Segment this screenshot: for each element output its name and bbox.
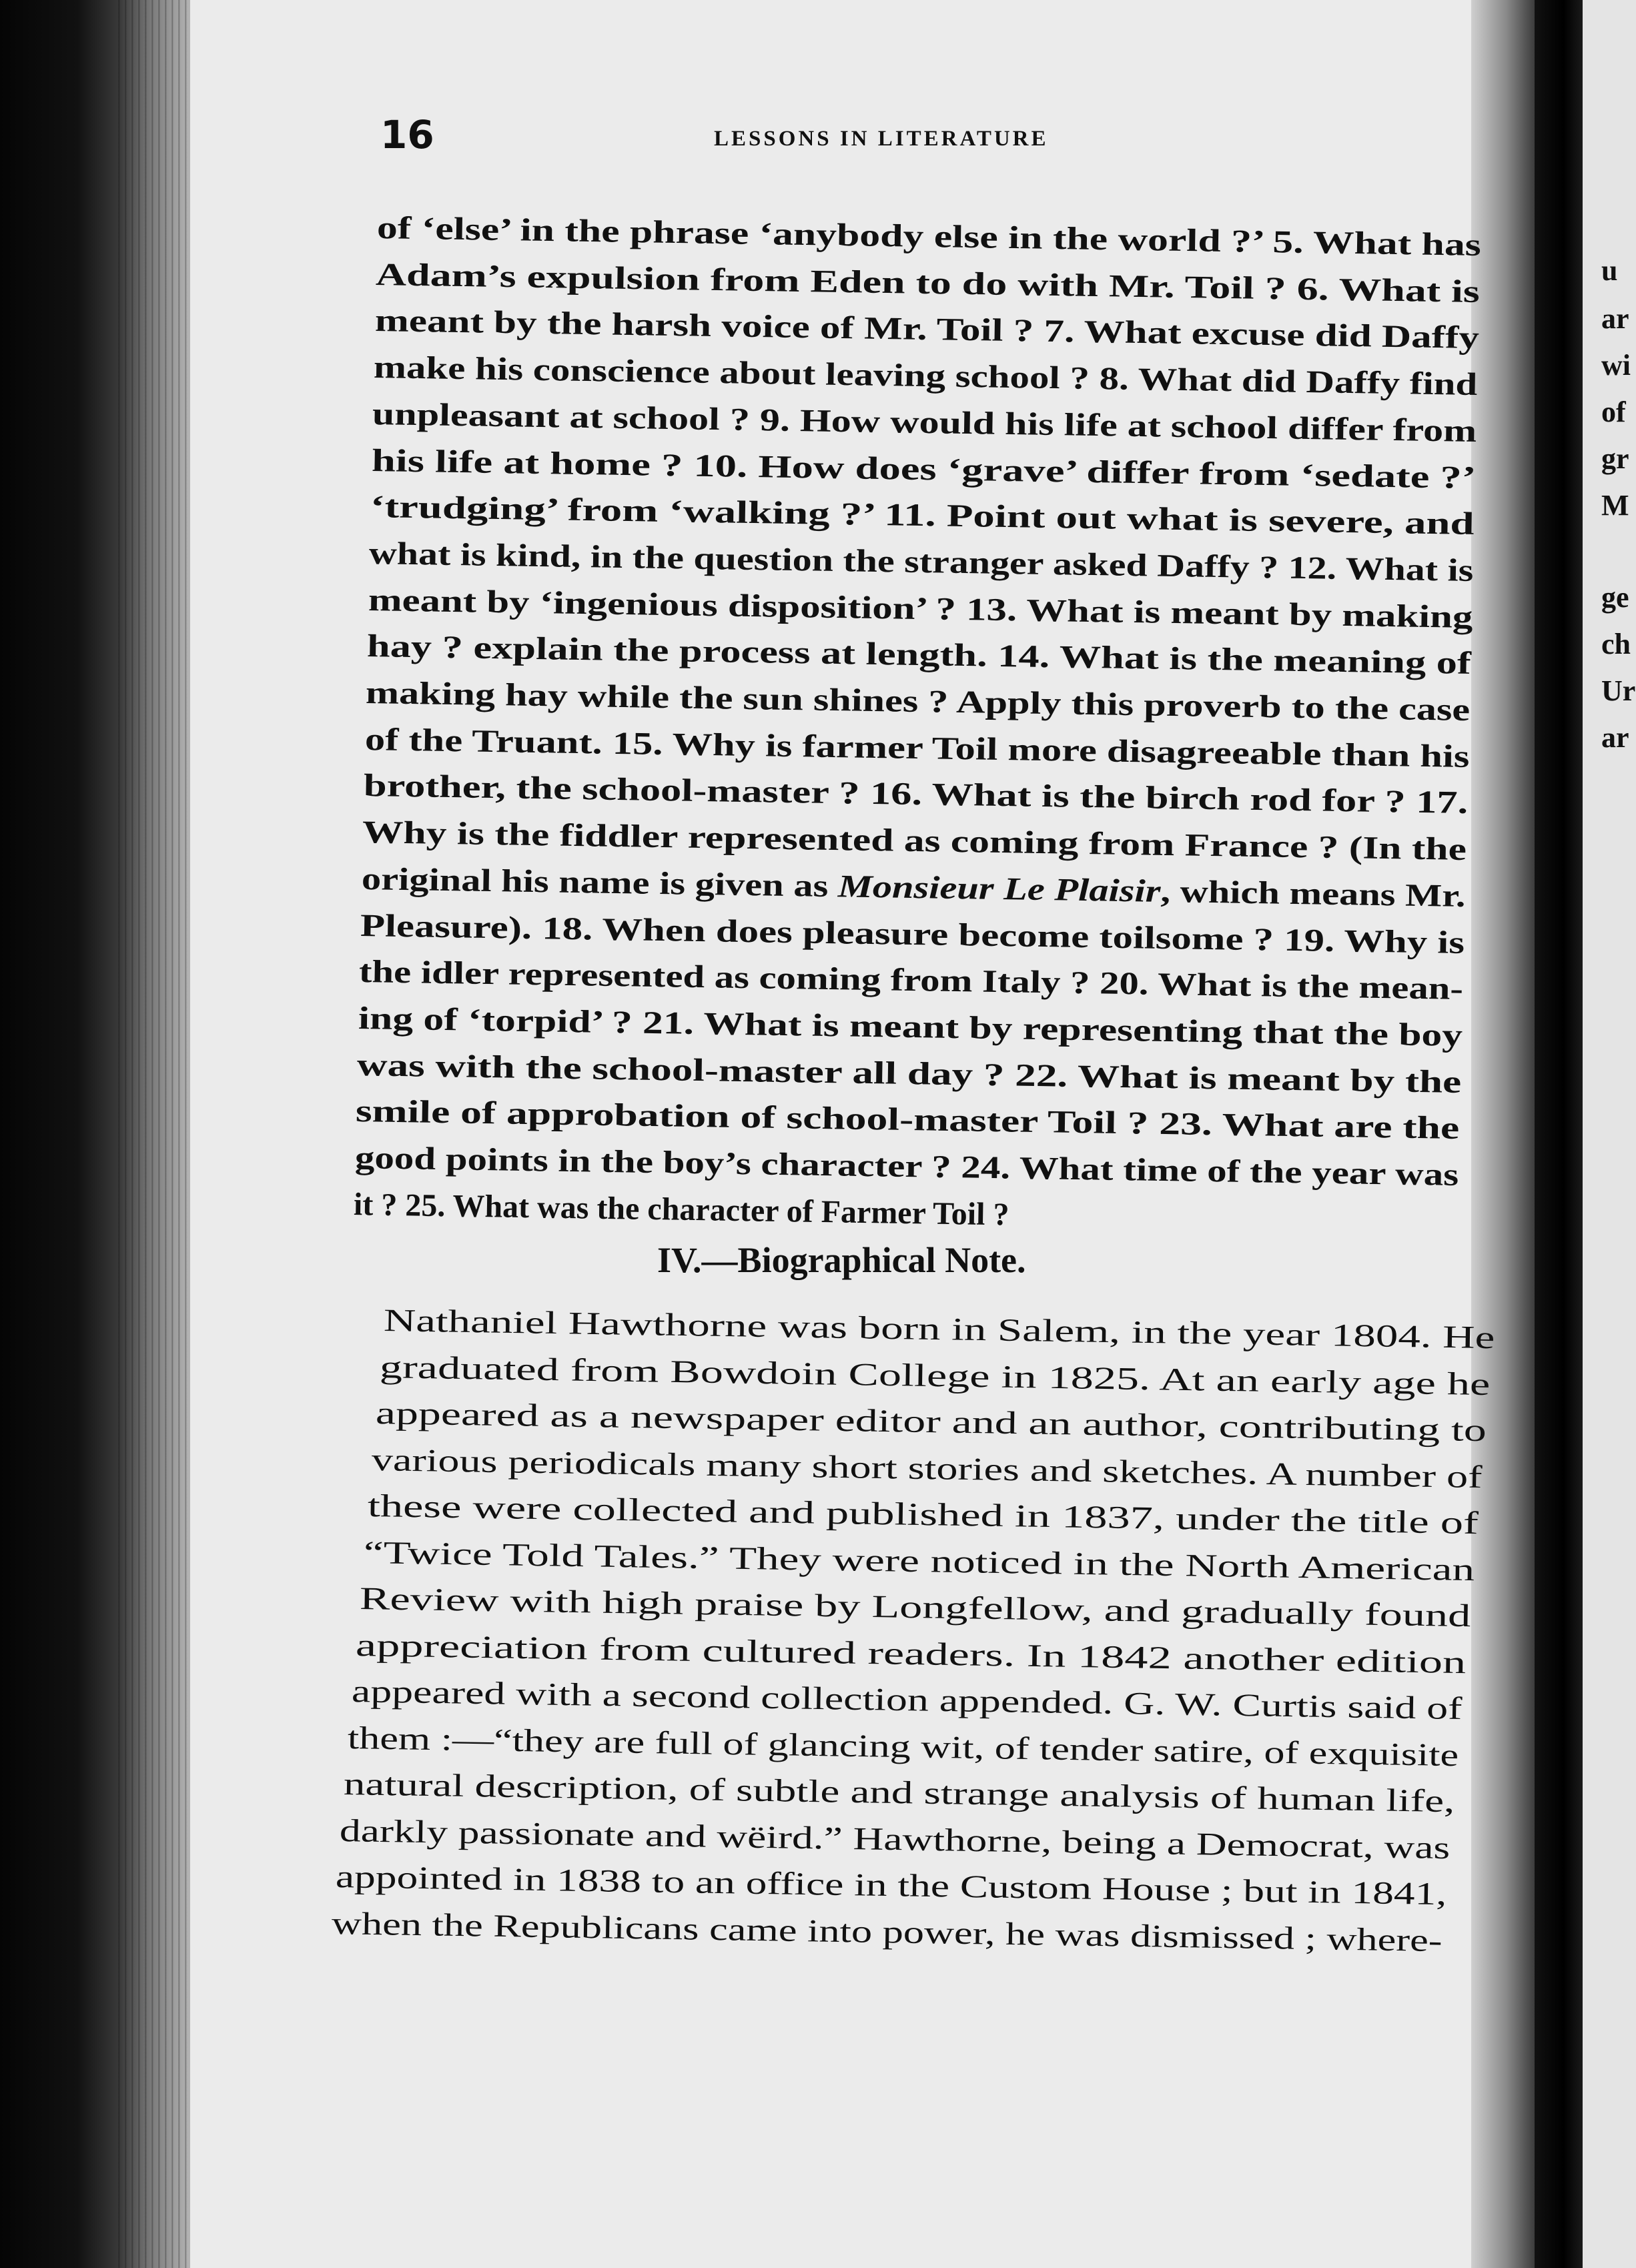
text-line: meant by the harsh voice of Mr. Toil ? 7. What excuse did Daffy xyxy=(374,303,1479,356)
text-line: good points in the boy’s character ? 24. What time of the year was xyxy=(354,1140,1459,1193)
text-line: Why is the fiddler represented as coming from France ? (In the xyxy=(362,814,1467,868)
text-line: “Twice Told Tales.” They were noticed in the North American xyxy=(363,1534,1475,1588)
text-line: of the Truant. 15. Why is farmer Toil more disagreeable than his xyxy=(364,721,1470,774)
text-line: Adam’s expulsion from Eden to do with Mr. Toil ? 6. What is xyxy=(375,256,1481,310)
text-line: smile of approbation of school-master Toil ? 23. What are the xyxy=(355,1093,1460,1147)
text-line: making hay while the sun shines ? Apply this proverb to the case xyxy=(365,675,1471,728)
text-line: brother, the school-master ? 16. What is the birch rod for ? 17. xyxy=(363,768,1469,821)
text-line: ‘trudging’ from ‘walking ?’ 11. Point out what is severe, and xyxy=(370,489,1475,542)
section-heading: IV.—Biographical Note. xyxy=(657,1240,1026,1280)
facing-page-fragment: ge xyxy=(1601,581,1629,614)
text-line: hay ? explain the process at length. 14. What is the meaning of xyxy=(366,628,1472,682)
text-line: natural description, of subtle and strange analysis of human life, xyxy=(343,1766,1455,1820)
text-line: it ? 25. What was the character of Farmer Toil ? xyxy=(353,1186,1009,1233)
facing-page-fragment: wi xyxy=(1601,349,1631,382)
text-line: the idler represented as coming from Italy ? 20. What is the mean- xyxy=(358,954,1464,1007)
text-line: unpleasant at school ? 9. How would his life at school differ from xyxy=(372,396,1477,449)
page-header xyxy=(0,112,1636,159)
text-line: graduated from Bowdoin College in 1825. At an early age he xyxy=(379,1349,1491,1402)
facing-page-fragment: M xyxy=(1601,489,1629,522)
text-line: darkly passionate and wëird.” Hawthorne, being a Democrat, was xyxy=(339,1812,1451,1866)
text-line: what is kind, in the question the stranger asked Daffy ? 12. What is xyxy=(368,535,1475,588)
facing-page-fragment: u xyxy=(1601,254,1618,287)
text-line: when the Republicans came into power, he was dismissed ; where- xyxy=(331,1905,1443,1958)
text-line: ing of ‘torpid’ ? 21. What is meant by representing that the boy xyxy=(358,1000,1463,1053)
text-line: meant by ‘ingenious disposition’ ? 13. What is meant by making xyxy=(368,582,1473,635)
facing-page-fragment: gr xyxy=(1601,442,1629,475)
text-line: was with the school-master all day ? 22. What is meant by the xyxy=(356,1047,1462,1100)
text-line: Nathaniel Hawthorne was born in Salem, in the year 1804. He xyxy=(383,1303,1495,1356)
italic-title: Monsieur Le Plaisir xyxy=(837,869,1161,909)
text-line: Review with high praise by Longfellow, and gradually found xyxy=(359,1581,1471,1634)
facing-page xyxy=(1583,0,1636,2268)
running-head: LESSONS IN LITERATURE xyxy=(714,127,1049,151)
text-line: various periodicals many short stories and sketches. A number of xyxy=(371,1442,1483,1495)
text-line: appeared with a second collection appended. G. W. Curtis said of xyxy=(351,1674,1463,1727)
book-spine xyxy=(1535,0,1583,2268)
facing-page-fragment: of xyxy=(1601,396,1626,428)
text-line: of ‘else’ in the phrase ‘anybody else in the world ?’ 5. What has xyxy=(376,210,1482,263)
text-line: them :—“they are full of glancing wit, of tender satire, of exquisite xyxy=(347,1720,1459,1773)
text-line: Pleasure). 18. When does pleasure become toilsome ? 19. Why is xyxy=(360,907,1465,961)
page-number: 16 xyxy=(380,112,434,157)
facing-page-fragment: Ur xyxy=(1601,674,1636,707)
text-line: original his name is given as Monsieur Le Plaisir, which means Mr. xyxy=(361,861,1466,914)
text-line: appointed in 1838 to an office in the Custom House ; but in 1841, xyxy=(335,1859,1447,1912)
text-line: these were collected and published in 1837, under the title of xyxy=(367,1488,1479,1542)
facing-page-fragment: ch xyxy=(1601,628,1631,660)
facing-page-fragment: ar xyxy=(1601,302,1629,335)
page-curve-shadow xyxy=(1471,0,1535,2268)
facing-page-fragment: ar xyxy=(1601,721,1629,754)
page-edges xyxy=(113,0,193,2268)
text-line: appreciation from cultured readers. In 1842 another edition xyxy=(355,1627,1467,1680)
text-line: appeared as a newspaper editor and an author, contributing to xyxy=(375,1395,1487,1449)
text-line: his life at home ? 10. How does ‘grave’ differ from ‘sedate ?’ xyxy=(371,442,1477,496)
text-line: make his conscience about leaving school ? 8. What did Daffy find xyxy=(373,350,1478,403)
